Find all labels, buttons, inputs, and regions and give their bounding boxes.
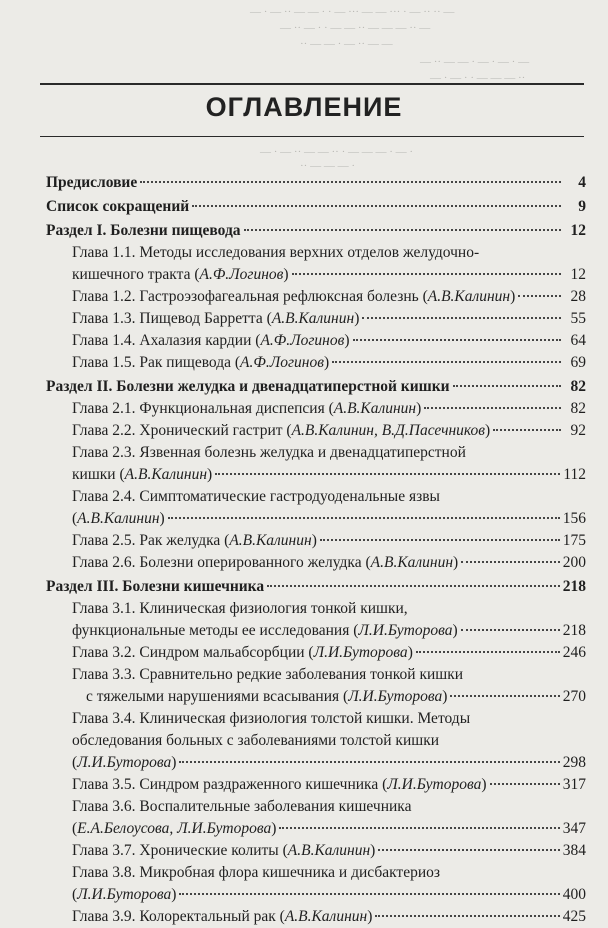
toc-entry-line: Глава 2.4. Симптоматические гастродуоденальные язвы: [72, 488, 440, 505]
toc-entry-title: Глава 3.7. Хронические колиты (А.В.Калинин): [72, 842, 376, 859]
toc-entry-title: Глава 3.9. Колоректальный рак (А.В.Калинин): [72, 908, 373, 925]
toc-chapter: [46, 486, 586, 530]
toc-chapter: [46, 442, 586, 486]
toc-entry-title: Глава 3.5. Синдром раздраженного кишечника (Л.И.Буторова): [72, 776, 487, 793]
toc-page-number: 112: [563, 466, 586, 483]
toc-chapter: [46, 708, 586, 774]
dot-leader: [179, 761, 559, 763]
dot-leader: [362, 317, 561, 319]
toc-entry-line: Глава 3.3. Сравнительно редкие заболевания тонкой кишки: [72, 666, 464, 683]
toc-entry-title: Глава 2.5. Рак желудка (А.В.Калинин): [72, 532, 317, 549]
toc-entry-title: Раздел I. Болезни пищевода: [46, 222, 241, 239]
toc-entry-title: Раздел II. Болезни желудка и двенадцатиперстной кишки: [46, 378, 450, 395]
toc-entry-line: Глава 1.1. Методы исследования верхних отделов желудочно-: [72, 244, 480, 261]
toc-entry-title: Глава 2.2. Хронический гастрит (А.В.Калинин, В.Д.Пасечников): [72, 422, 491, 439]
toc-page-number: 347: [562, 820, 586, 837]
toc-page-number: 400: [562, 886, 586, 903]
toc-page-number: 64: [570, 332, 586, 349]
toc-entry-line: Глава 3.8. Микробная флора кишечника и дисбактериоз: [72, 864, 440, 881]
toc-page-number: 12: [570, 222, 586, 239]
toc-chapter: [46, 552, 586, 574]
dot-leader: [192, 205, 561, 207]
toc-section: [46, 376, 586, 398]
dot-leader: [332, 361, 561, 363]
toc-section: [46, 196, 586, 218]
toc-entry-title: Список сокращений: [46, 198, 190, 215]
toc-section: [46, 576, 586, 598]
bleed-through-text: — · — ·· — — · · — ··· — — ··· · — ·· ·· — — ·· — · · — — ·· — — — ·· — ·· — — · — ·· — — — ·· — — · — · — · — — · — · · — — — ·· — · — ·· — — ·· · — — — · — · ·· — — — ·: [250, 6, 530, 170]
top-rule: [40, 83, 584, 85]
toc-entry-title: (Е.А.Белоусова, Л.И.Буторова): [72, 820, 277, 837]
toc-chapter: [46, 840, 586, 862]
toc-entry-title: (Л.И.Буторова): [72, 886, 177, 903]
dot-leader: [279, 827, 559, 829]
dot-leader: [518, 295, 561, 297]
toc-entry-title: Глава 2.6. Болезни оперированного желудка (А.В.Калинин): [72, 554, 459, 571]
toc-chapter: [46, 530, 586, 552]
toc-chapter: [46, 598, 586, 642]
dot-leader: [320, 539, 560, 541]
dot-leader: [375, 915, 559, 917]
toc-page-number: 200: [562, 554, 586, 571]
dot-leader: [416, 651, 560, 653]
toc-page-number: 384: [562, 842, 586, 859]
toc-page-number: 82: [570, 378, 586, 395]
dot-leader: [450, 695, 559, 697]
toc-entry-line: Глава 3.6. Воспалительные заболевания кишечника: [72, 798, 412, 815]
toc-entry-title: Глава 1.2. Гастроэзофагеальная рефлюксная болезнь (А.В.Калинин): [72, 288, 516, 305]
dot-leader: [461, 629, 560, 631]
toc-entry-line: Глава 2.3. Язвенная болезнь желудка и двенадцатиперстной: [72, 444, 466, 461]
toc-chapter: [46, 286, 586, 308]
toc-entry-title: Глава 2.1. Функциональная диспепсия (А.В.Калинин): [72, 400, 422, 417]
dot-leader: [378, 849, 559, 851]
toc-entry-line: Глава 3.4. Клиническая физиология толстой кишки. Методы: [72, 710, 471, 727]
toc-chapter: [46, 330, 586, 352]
toc-chapter: [46, 242, 586, 286]
dot-leader: [292, 273, 561, 275]
toc-chapter: [46, 642, 586, 664]
toc-entry-title: Глава 1.5. Рак пищевода (А.Ф.Логинов): [72, 354, 330, 371]
toc-page-number: 218: [562, 578, 586, 595]
dot-leader: [140, 181, 561, 183]
toc-page-number: 69: [570, 354, 586, 371]
toc-page-number: 92: [570, 422, 586, 439]
toc-entry-title: с тяжелыми нарушениями всасывания (Л.И.Буторова): [86, 688, 448, 705]
toc-chapter: [46, 774, 586, 796]
toc-entry-title: Глава 1.3. Пищевод Барретта (А.В.Калинин): [72, 310, 360, 327]
dot-leader: [461, 561, 560, 563]
toc-page-number: 4: [578, 174, 586, 191]
dot-leader: [215, 473, 560, 475]
toc-page-number: 28: [570, 288, 586, 305]
toc-entry-title: (Л.И.Буторова): [72, 754, 177, 771]
toc-entry-title: функциональные методы ее исследования (Л.И.Буторова): [72, 622, 458, 639]
dot-leader: [490, 783, 560, 785]
toc-page-number: 246: [562, 644, 586, 661]
toc-entry-title: Раздел III. Болезни кишечника: [46, 578, 265, 595]
toc-chapter: [46, 906, 586, 928]
toc-page-number: 156: [562, 510, 586, 527]
toc-entry-title: кишки (А.В.Калинин): [72, 466, 213, 483]
toc-page-number: 9: [578, 198, 586, 215]
toc-entry-line: Глава 3.1. Клиническая физиология тонкой кишки,: [72, 600, 408, 617]
toc-chapter: [46, 308, 586, 330]
toc-page-number: 55: [570, 310, 586, 327]
toc-chapter: [46, 420, 586, 442]
toc-page-number: 317: [562, 776, 586, 793]
toc-chapter: [46, 796, 586, 840]
toc-page-number: 12: [570, 266, 586, 283]
table-of-contents: [46, 172, 586, 928]
toc-page-number: 175: [562, 532, 586, 549]
toc-entry-title: Глава 3.2. Синдром мальабсорбции (Л.И.Буторова): [72, 644, 413, 661]
toc-page-number: 82: [570, 400, 586, 417]
dot-leader: [353, 339, 561, 341]
toc-section: [46, 172, 586, 194]
dot-leader: [267, 585, 560, 587]
dot-leader: [424, 407, 561, 409]
dot-leader: [493, 429, 561, 431]
dot-leader: [453, 385, 561, 387]
dot-leader: [179, 893, 559, 895]
toc-chapter: [46, 664, 586, 708]
bottom-rule: [40, 136, 584, 137]
toc-entry-title: Глава 1.4. Ахалазия кардии (А.Ф.Логинов): [72, 332, 350, 349]
toc-entry-line: обследования больных с заболеваниями толстой кишки: [72, 732, 440, 749]
toc-entry-title: Предисловие: [46, 174, 138, 191]
toc-chapter: [46, 862, 586, 906]
dot-leader: [168, 517, 560, 519]
toc-section: [46, 220, 586, 242]
toc-page-number: 218: [562, 622, 586, 639]
toc-chapter: [46, 352, 586, 374]
toc-entry-title: (А.В.Калинин): [72, 510, 165, 527]
toc-page-number: 270: [562, 688, 586, 705]
toc-page-number: 298: [562, 754, 586, 771]
toc-entry-title: кишечного тракта (А.Ф.Логинов): [72, 266, 289, 283]
toc-chapter: [46, 398, 586, 420]
page-title: ОГЛАВЛЕНИЕ: [205, 92, 403, 122]
dot-leader: [244, 229, 561, 231]
toc-page-number: 425: [562, 908, 586, 925]
